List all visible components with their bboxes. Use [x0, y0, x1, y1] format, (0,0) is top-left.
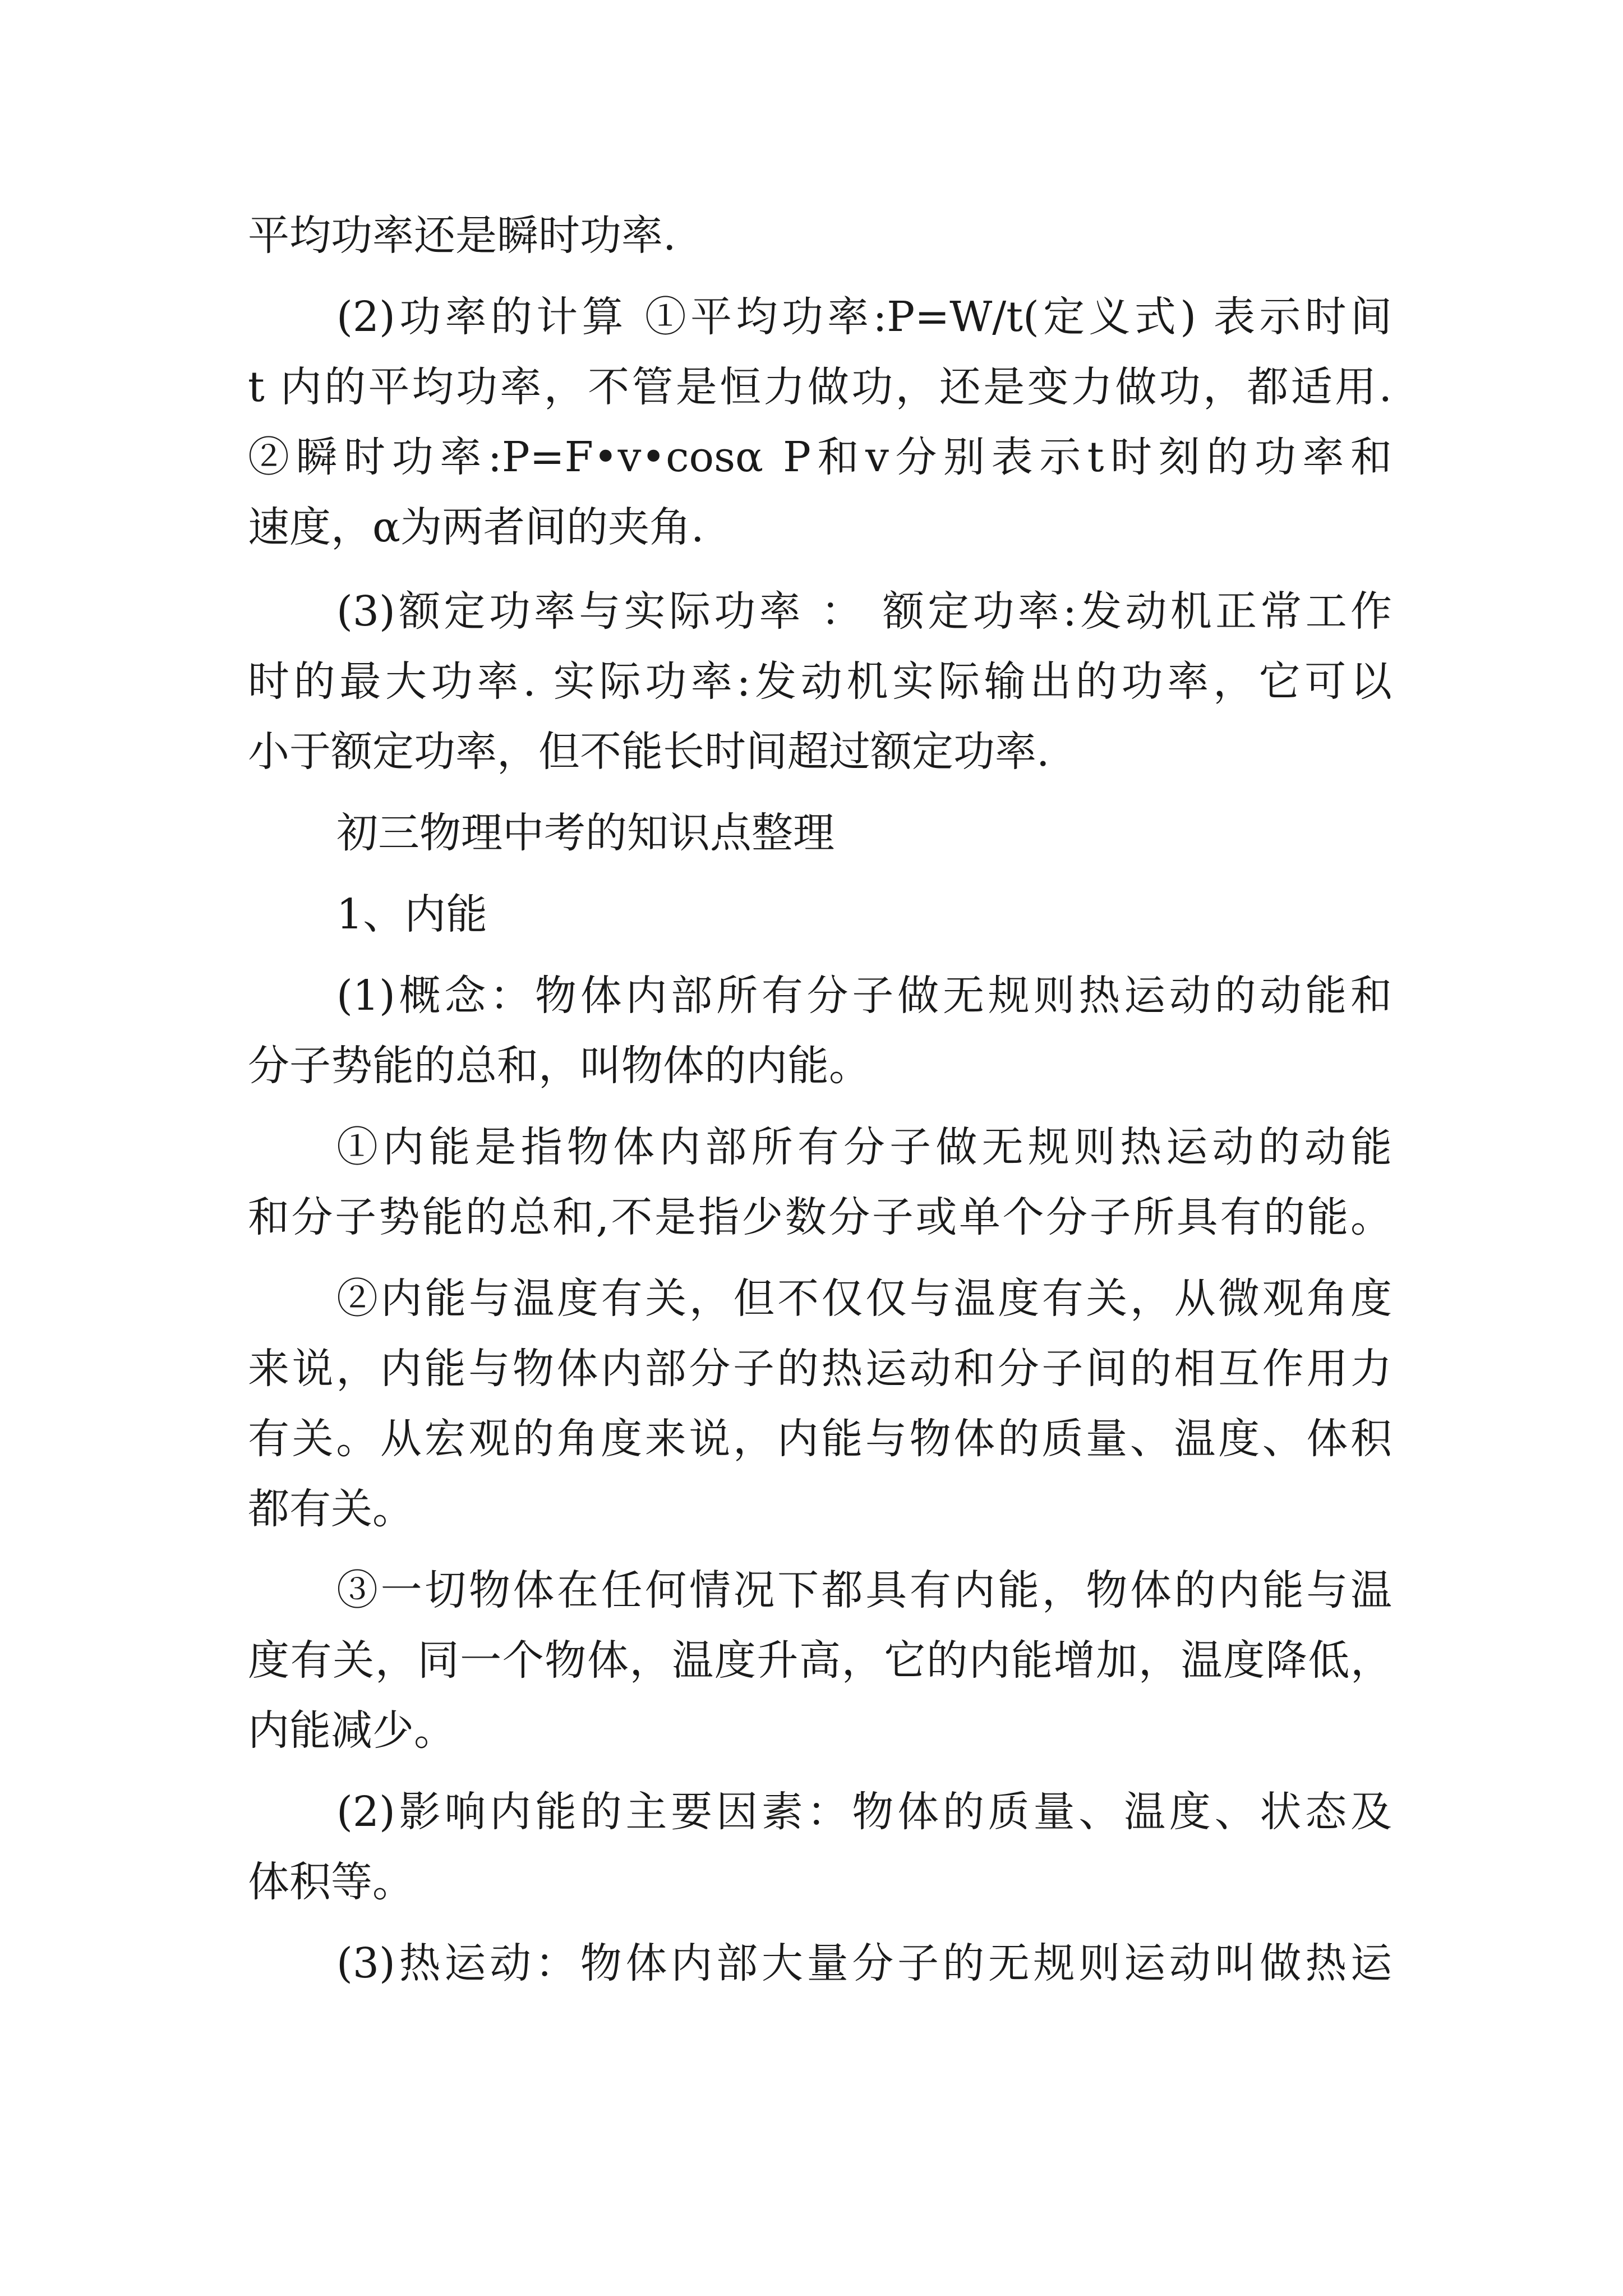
section-heading: 初三物理中考的知识点整理: [336, 809, 834, 857]
text-line: ②内能与温度有关，但不仅仅与温度有关，从微观角度: [336, 1274, 1392, 1323]
text-line: ①内能是指物体内部所有分子做无规则热运动的动能: [336, 1123, 1392, 1171]
subsection-heading: 1、内能: [336, 890, 488, 938]
text-line: 来说，内能与物体内部分子的热运动和分子间的相互作用力: [248, 1345, 1392, 1393]
text-line: t 内的平均功率，不管是恒力做功，还是变力做功，都适用.: [248, 363, 1392, 411]
text-line: ③一切物体在任何情况下都具有内能，物体的内能与温: [336, 1566, 1392, 1614]
text-line: 平均功率还是瞬时功率.: [248, 211, 676, 260]
text-line: 内能减少。: [248, 1706, 455, 1755]
text-line: 都有关。: [248, 1485, 414, 1533]
text-line: 度有关，同一个物体，温度升高，它的内能增加，温度降低，: [248, 1636, 1392, 1685]
text-line: (3)额定功率与实际功率 ： 额定功率:发动机正常工作: [336, 587, 1392, 636]
text-line: 和分子势能的总和,不是指少数分子或单个分子所具有的能。: [248, 1193, 1392, 1241]
text-line: (3)热运动：物体内部大量分子的无规则运动叫做热运: [336, 1939, 1392, 1987]
text-line: (2)影响内能的主要因素：物体的质量、温度、状态及: [336, 1788, 1392, 1836]
text-line: (2)功率的计算 ①平均功率:P=W/t(定义式) 表示时间: [336, 293, 1392, 341]
text-line: 分子势能的总和，叫物体的内能。: [248, 1042, 870, 1090]
text-line: (1)概念：物体内部所有分子做无规则热运动的动能和: [336, 972, 1392, 1020]
text-line: 速度，α为两者间的夹角.: [248, 503, 704, 551]
text-line: ②瞬时功率:P=F•v•cosα P和v分别表示t时刻的功率和: [248, 433, 1392, 481]
text-line: 有关。从宏观的角度来说，内能与物体的质量、温度、体积: [248, 1415, 1392, 1463]
text-line: 时的最大功率. 实际功率:发动机实际输出的功率，它可以: [248, 657, 1392, 706]
text-line: 体积等。: [248, 1858, 414, 1906]
text-line: 小于额定功率，但不能长时间超过额定功率.: [248, 728, 1050, 776]
